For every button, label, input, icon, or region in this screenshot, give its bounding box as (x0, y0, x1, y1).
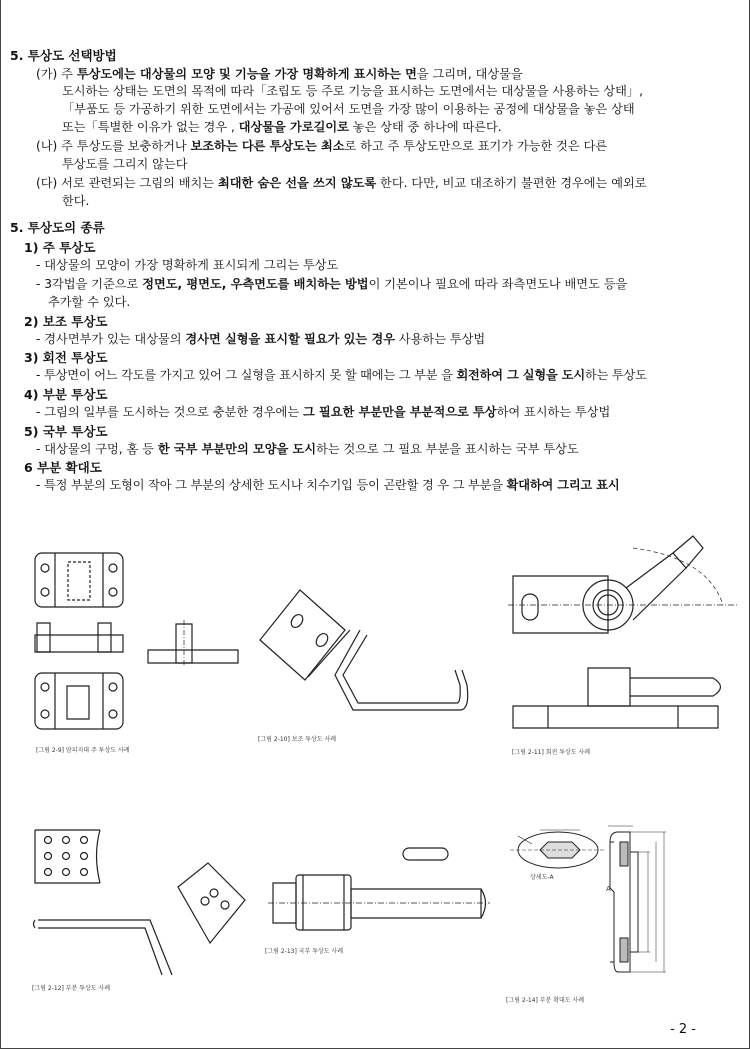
figure-2-12-caption: [그림 2-12] 부분 투상도 사례 (32, 985, 111, 992)
figure-2-11-caption: [그림 2-11] 회전 투상도 사례 (512, 749, 591, 756)
figure-2-13-drawing (268, 845, 493, 945)
item5-title: 5) 국부 투상도 (24, 424, 108, 439)
item1-desc1: - 대상물의 모양이 가장 명확하게 표시되게 그리는 투상도 (36, 258, 339, 272)
figure-2-14-detail-drawing (510, 822, 605, 882)
item2-desc: - 경사면부가 있는 대상물의 경사면 실형을 표시할 필요가 있는 경우 사용하는 투상법 (36, 332, 486, 346)
para-c-line2: 한다. (62, 194, 90, 208)
item1-desc2-line2: 추가할 수 있다. (48, 295, 131, 309)
figure-2-9-caption: [그림 2-9] 암피지대 주 투상도 사례 (36, 747, 130, 754)
section-title-types: 5. 투상도의 종류 (10, 220, 105, 235)
para-a-line4: 또는「특별한 이유가 없는 경우 , 대상물을 가로길이로 놓은 상태 중 하나에 따른다. (62, 120, 502, 134)
item6-title: 6 부분 확대도 (24, 460, 102, 475)
item3-desc: - 투상면이 어느 각도를 가지고 있어 그 실형을 표시하지 못 할 때에는 그 부분 을 회전하여 그 실형을 도시하는 투상도 (36, 368, 647, 382)
figure-2-10-drawing (255, 585, 475, 730)
item6-desc: - 특정 부분의 도형이 작아 그 부분의 상세한 도시나 치수기입 등이 곤란할 경 우 그 부분을 확대하여 그리고 표시 (36, 478, 620, 492)
para-a-line2: 도시하는 상태는 도면의 목적에 따라「조립도 등 주로 기능을 표시하는 도면에서는 대상물을 사용하는 상태」, (62, 84, 643, 98)
figure-2-10-caption: [그림 2-10] 보조 투상도 사례 (258, 736, 337, 743)
item3-title: 3) 회전 투상도 (24, 350, 108, 365)
figure-2-13-caption: [그림 2-13] 국부 투상도 사례 (265, 948, 344, 955)
figure-2-14-A-label: A (606, 885, 611, 893)
item1-title: 1) 주 투상도 (24, 240, 96, 255)
figure-2-14-detail-label: 상세도-A (530, 874, 554, 881)
para-c-line1: (다) 서로 관련되는 그림의 배치는 최대한 숨은 선을 쓰지 않도록 한다. 다만, 비교 대조하기 불편한 경우에는 예외로 (36, 176, 647, 190)
page-number: - 2 - (670, 1022, 696, 1037)
figure-2-11-drawing (508, 518, 743, 738)
para-b-line1: (나) 주 투상도를 보충하거나 보조하는 다른 투상도는 최소로 하고 주 투상도만으로 표기가 가능한 것은 다른 (36, 139, 608, 153)
figure-2-9-side-view (145, 620, 245, 670)
item4-desc: - 그림의 일부를 도시하는 것으로 충분한 경우에는 그 필요한 부분만을 부분적으로 투상하여 표시하는 투상법 (36, 405, 611, 419)
figure-2-12-drawing (30, 825, 250, 975)
item2-title: 2) 보조 투상도 (24, 314, 108, 329)
item5-desc: - 대상물의 구멍, 홈 등 한 국부 부분만의 모양을 도시하는 것으로 그 필요 부분을 표시하는 국부 투상도 (36, 442, 579, 456)
section-title-selection: 5. 투상도 선택방법 (10, 48, 117, 63)
figure-2-9-drawing (30, 548, 140, 748)
figure-2-14-section-drawing (598, 822, 673, 987)
para-a-line1: (가) 주 투상도에는 대상물의 모양 및 기능을 가장 명확하게 표시하는 면을 그리며, 대상물을 (36, 67, 523, 81)
para-a-line3: 「부품도 등 가공하기 위한 도면에서는 가공에 있어서 도면을 가장 많이 이용하는 공정에 대상물을 놓은 상태 (62, 102, 635, 116)
item1-desc2: - 3각법을 기준으로 정면도, 평면도, 우측면도를 배치하는 방법이 기본이나 필요에 따라 좌측면도나 배면도 등을 (36, 277, 628, 291)
figure-2-14-caption: [그림 2-14] 부분 확대도 사례 (506, 997, 585, 1004)
item4-title: 4) 부분 투상도 (24, 387, 108, 402)
para-b-line2: 투상도를 그리지 않는다 (62, 157, 188, 171)
